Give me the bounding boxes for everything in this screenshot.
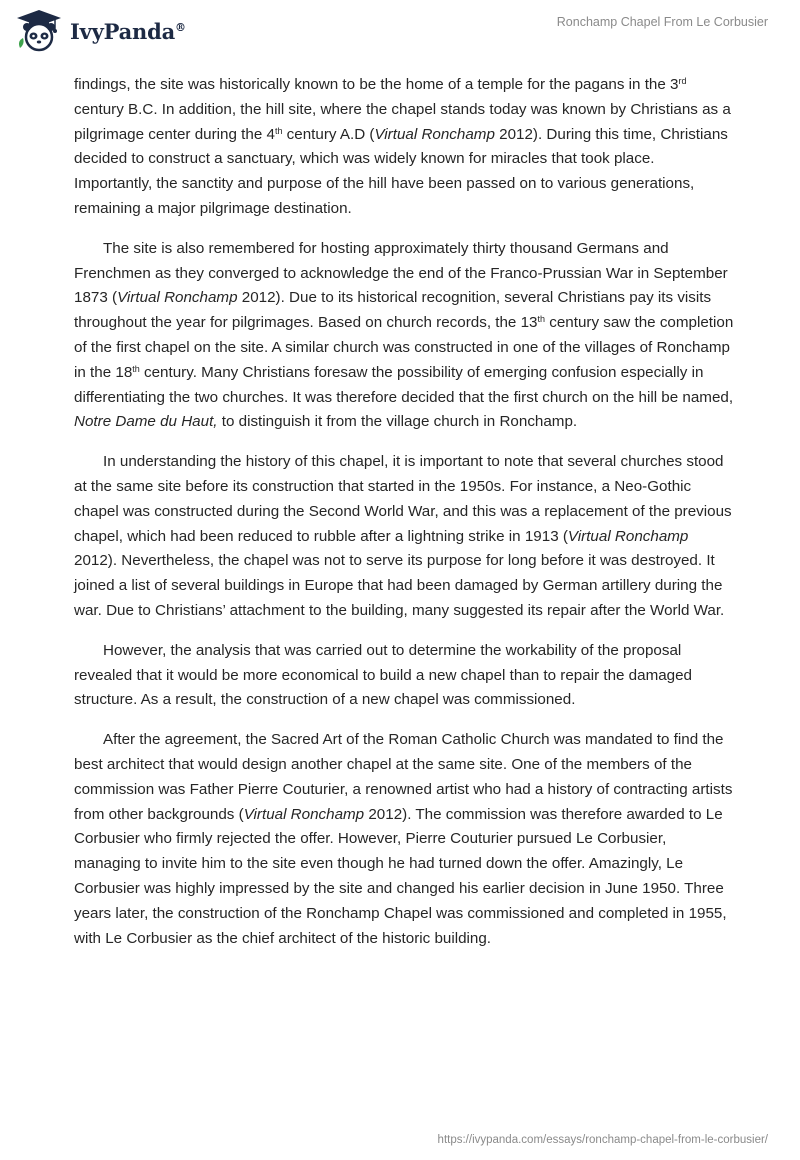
- paragraph-4: However, the analysis that was carried out to determine the workability of the proposal revealed that it would be more economical to build a new chapel than to repair the damaged structure. As a result, the construction of a new chapel was commissioned.: [74, 641, 693, 709]
- citation: Virtual Ronchamp: [567, 527, 689, 545]
- source-url[interactable]: https://ivypanda.com/essays/ronchamp-chapel-from-le-corbusier/: [437, 1134, 768, 1146]
- citation: Virtual Ronchamp: [243, 805, 365, 823]
- essay-body: [74, 73, 734, 966]
- paragraph-2: The site is also remembered for hosting approximately thirty thousand Germans and Frenchmen as they converged to acknowledge the end of the Franco-Prussian War in September 1873 (Virtual Ronchamp 2012). Due to its historical recognition, several Christians pay its visits throughout the year for pilgrimages. Based on church records, the 13th century saw the completion of the first chapel on the site. A similar church was constructed in one of the villages of Ronchamp in the 18th century. Many Christians foresaw the possibility of emerging confusion especially in differentiating the two churches. It was therefore decided that the first church on the hill be named, Notre Dame du Haut, to distinguish it from the village church in Ronchamp.: [74, 239, 734, 431]
- brand-logo[interactable]: [14, 8, 186, 54]
- paragraph-3: In understanding the history of this chapel, it is important to note that several churches stood at the same site before its construction that started in the 1950s. For instance, a Neo-Gothic chapel was constructed during the Second World War, and this was a replacement of the previous chapel, which had been reduced to rubble after a lightning strike in 1913 (Virtual Ronchamp 2012). Nevertheless, the chapel was not to serve its purpose for long before it was destroyed. It joined a list of several buildings in Europe that had been damaged by German artillery during the war. Due to Christians’ attachment to the building, many suggested its repair after the World War.: [74, 453, 732, 619]
- paragraph-1: findings, the site was historically known to be the home of a temple for the pagans in the 3rd century B.C. In addition, the hill site, where the chapel stands today was known by Christians as a pilgrimage center during the 4th century A.D (Virtual Ronchamp 2012). During this time, Christians decided to construct a sanctuary, which was widely known for miracles that took place. Importantly, the sanctity and purpose of the hill have been passed on to various generations, remaining a major pilgrimage destination.: [74, 76, 731, 217]
- page-header: [0, 0, 800, 70]
- chapel-name: Notre Dame du Haut,: [74, 413, 218, 431]
- citation: Virtual Ronchamp: [117, 289, 238, 307]
- paragraph-5: After the agreement, the Sacred Art of the Roman Catholic Church was mandated to find the best architect that would design another chapel at the same site. One of the members of the commission was Father Pierre Couturier, a renowned artist who had a history of contracting artists from other backgrounds (Virtual Ronchamp 2012). The commission was therefore awarded to Le Corbusier who firmly rejected the offer. However, Pierre Couturier pursued Le Corbusier, managing to invite him to the site even though he had turned down the offer. Amazingly, Le Corbusier was highly impressed by the site and changed his earlier decision in June 1950. Three years later, the construction of the Ronchamp Chapel was commissioned and completed in 1955, with Le Corbusier as the chief architect of the historic building.: [74, 731, 733, 947]
- brand-name: IvyPanda®: [70, 18, 186, 44]
- panda-graduate-icon: [14, 8, 64, 54]
- citation: Virtual Ronchamp: [374, 125, 495, 143]
- document-title: Ronchamp Chapel From Le Corbusier: [556, 15, 768, 29]
